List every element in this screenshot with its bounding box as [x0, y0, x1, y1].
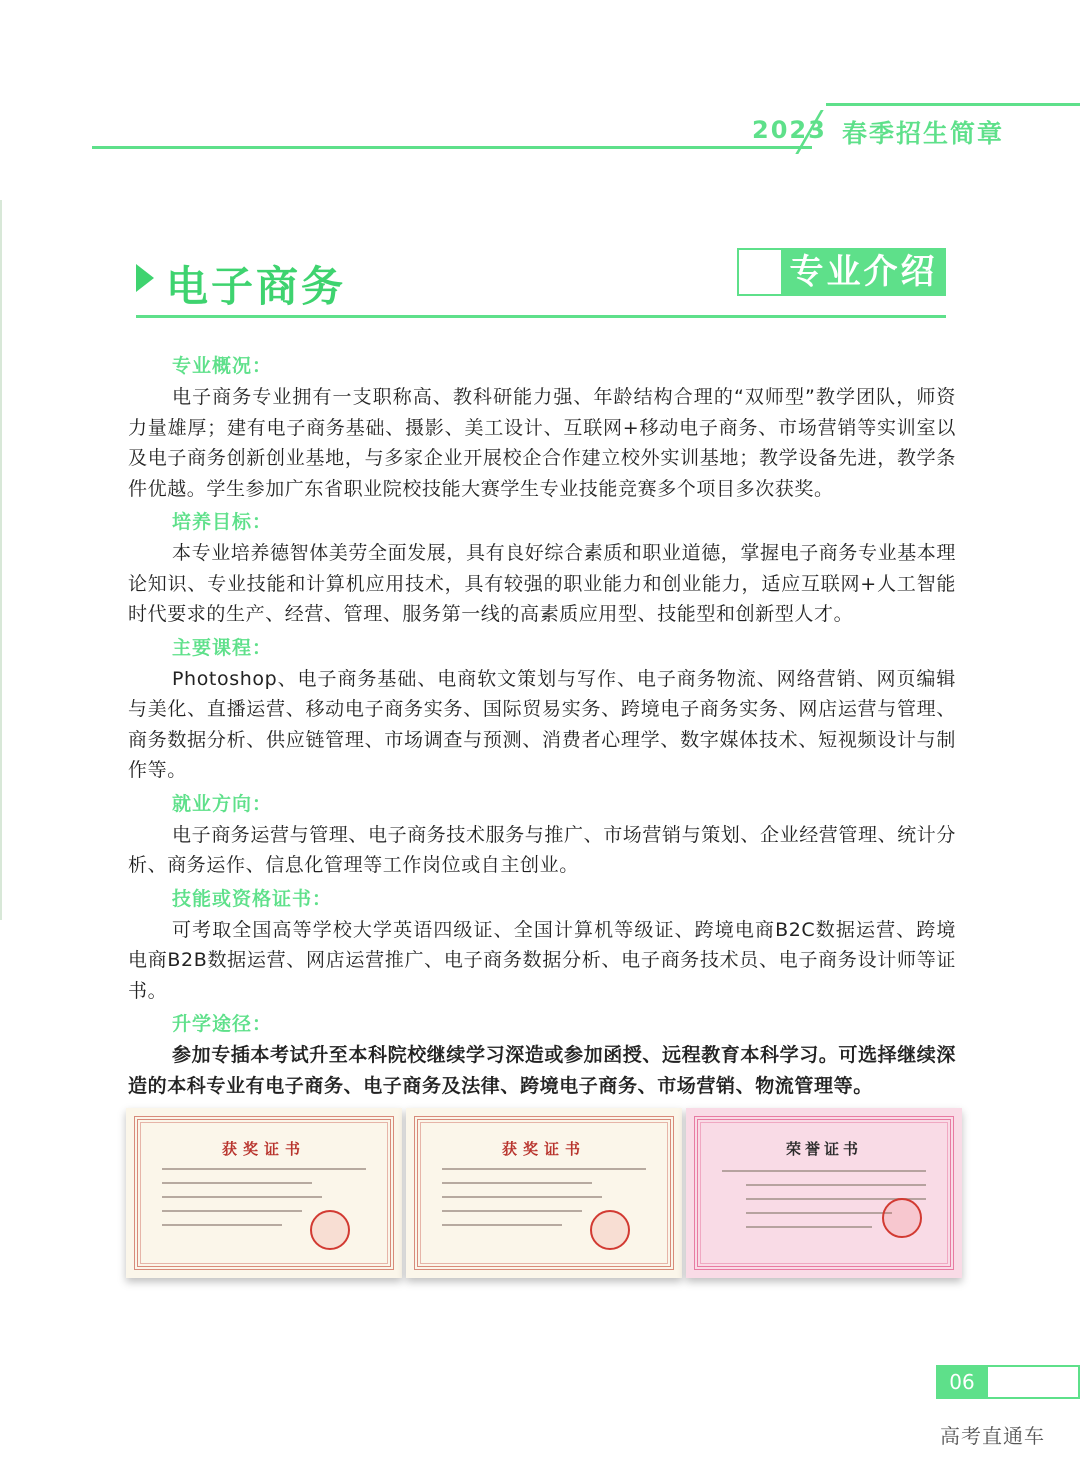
certificate-text-line: [442, 1168, 646, 1170]
watermark: 高考直通车: [940, 1424, 1045, 1448]
block-heading-further-study: 升学途径：: [172, 1013, 273, 1035]
certificate-text-line: [162, 1196, 322, 1198]
block-heading-goals: 培养目标：: [172, 511, 273, 533]
certificate-text-line: [162, 1210, 302, 1212]
certificate-text-line: [162, 1182, 312, 1184]
certificate-text-line: [162, 1168, 366, 1170]
block-heading-courses: 主要课程：: [172, 636, 273, 659]
certificate-gallery: [126, 1108, 966, 1280]
certificate-text-line: [442, 1196, 602, 1198]
block-heading-certificates: 技能或资格证书：: [172, 887, 333, 910]
seal-icon: [590, 1210, 630, 1250]
certificate-text-line: [746, 1184, 926, 1186]
badge-outline: [737, 248, 781, 296]
certificate-image: [686, 1108, 962, 1278]
content-body: [128, 352, 956, 1105]
block-heading-overview: 专业概况：: [172, 355, 273, 377]
block-heading-careers: 就业方向：: [172, 792, 273, 815]
page-edge: [0, 200, 2, 920]
play-arrow-icon: [136, 264, 154, 292]
certificate-text-line: [442, 1210, 582, 1212]
certificate-text-line: [442, 1182, 592, 1184]
block-body-further-study: 参加专插本考试升至本科院校继续学习深造或参加函授、远程教育本科学习。可选择继续深造的本科专业有电子商务、电子商务及法律、跨境电子商务、市场营销、物流管理等。: [128, 1044, 957, 1097]
header-year: 2023: [752, 116, 827, 144]
seal-icon: [310, 1210, 350, 1250]
certificate-text-line: [746, 1212, 892, 1214]
block-body-overview: 电子商务专业拥有一支职称高、教科研能力强、年龄结构合理的“双师型”教学团队，师资力量雄厚；建有电子商务基础、摄影、美工设计、互联网+移动电子商务、市场营销等实训室以及电子商务创新创业基地，与多家企业开展校企合作建立校外实训基地；教学设备先进，教学条件优越。学生参加广东省职业院校技能大赛学生专业技能竞赛多个项目多次获奖。: [128, 386, 956, 500]
certificate-title: 获奖证书: [501, 1140, 586, 1158]
certificate-text-line: [442, 1224, 562, 1226]
seal-icon: [882, 1198, 922, 1238]
block-body-certificates: 可考取全国高等学校大学英语四级证、全国计算机等级证、跨境电商B2C数据运营、跨境电商B2B数据运营、网店运营推广、电子商务数据分析、电子商务技术员、电子商务设计师等证书。: [128, 918, 956, 1002]
block-body-careers: 电子商务运营与管理、电子商务技术服务与推广、市场营销与策划、企业经营管理、统计分析、商务运作、信息化管理等工作岗位或自主创业。: [128, 823, 957, 876]
certificate-image: [126, 1108, 402, 1278]
certificate-image: [406, 1108, 682, 1278]
block-body-goals: 本专业培养德智体美劳全面发展，具有良好综合素质和职业道德，掌握电子商务专业基本理论知识、专业技能和计算机应用技术，具有较强的职业能力和创业能力，适应互联网+人工智能时代要求的生产、经营、管理、服务第一线的高素质应用型、技能型和创新型人才。: [128, 542, 957, 625]
certificate-title: 获奖证书: [221, 1140, 306, 1158]
certificate-text-line: [162, 1224, 282, 1226]
page-number: 06: [936, 1365, 988, 1399]
header-top-rule: [826, 103, 1080, 106]
section-title: 电子商务: [166, 262, 347, 311]
certificate-text-line: [746, 1226, 872, 1228]
page-number-outline: [988, 1365, 1080, 1399]
section-rule: [136, 315, 946, 318]
header-title: 春季招生简章: [842, 119, 1005, 148]
certificate-text-line: [722, 1170, 926, 1172]
block-body-courses: Photoshop、电子商务基础、电商软文策划与写作、电子商务物流、网络营销、网页编辑与美化、直播运营、移动电子商务实务、国际贸易实务、跨境电子商务实务、网店运营与管理、商务数据分析、供应链管理、市场调查与预测、消费者心理学、数字媒体技术、短视频设计与制作等。: [128, 667, 956, 781]
certificate-title: 荣誉证书: [785, 1140, 862, 1158]
section-badge: 专业介绍: [781, 248, 946, 296]
header-rule: [92, 146, 812, 149]
